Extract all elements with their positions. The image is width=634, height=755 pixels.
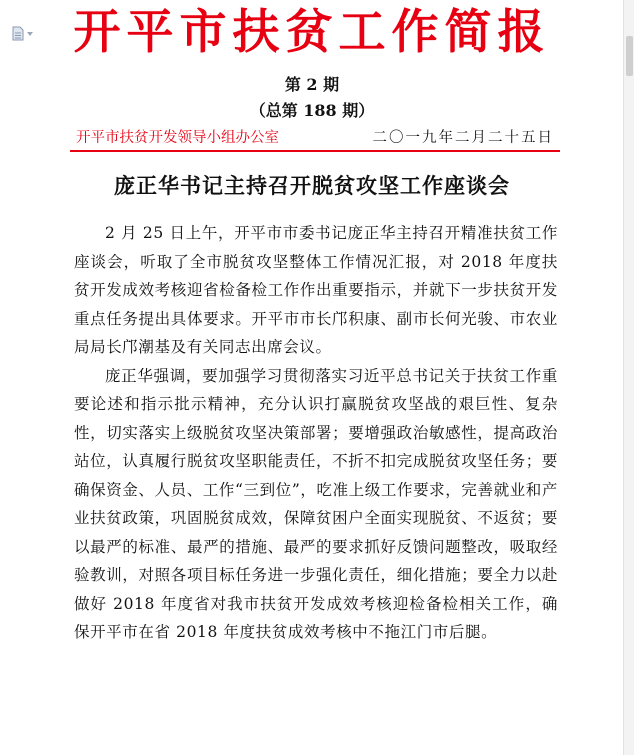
article-body (74, 219, 558, 647)
issue-total-number: （总第 188 期） (249, 101, 375, 120)
masthead-title: 开平市扶贫工作简报 (73, 5, 551, 60)
red-divider (70, 150, 560, 152)
vertical-scrollbar[interactable] (623, 0, 634, 755)
issuing-office: 开平市扶贫开发领导小组办公室 (76, 130, 279, 146)
scrollbar-thumb[interactable] (626, 36, 633, 76)
article-title: 庞正华书记主持召开脱贫攻坚工作座谈会 (114, 173, 510, 198)
header-info-line (76, 124, 554, 146)
paragraph-1: 2 月 25 日上午，开平市市委书记庞正华主持召开精准扶贫工作座谈会，听取了全市脱贫攻坚整体工作情况汇报，对 2018 年度扶贫开发成效考核迎省检备检工作作出重要指示，并就下一步扶贫开发重点任务提出具体要求。开平市市长邝积康、副市长何光骏、市农业局局长邝潮基及有关同志出席会议。 (74, 224, 558, 356)
paragraph-2: 庞正华强调，要加强学习贯彻落实习近平总书记关于扶贫工作重要论述和指示批示精神，充分认识打赢脱贫攻坚战的艰巨性、复杂性，切实落实上级脱贫攻坚决策部署；要增强政治敏感性，提高政治站位，认真履行脱贫攻坚职能责任，不折不扣完成脱贫攻坚任务；要确保资金、人员、工作“三到位”，吃准上级工作要求，完善就业和产业扶贫政策，巩固脱贫成效，保障贫困户全面实现脱贫、不返贫；要以最严的标准、最严的措施、最严的要求抓好反馈问题整改，吸取经验教训，对照各项目标任务进一步强化责任，细化措施；要全力以赴做好 2018 年度省对我市扶贫开发成效考核迎检备检相关工作，确保开平市在省 2018 年度扶贫成效考核中不拖江门市后腿。 (74, 366, 558, 641)
issue-date: 二〇一九年二月二十五日 (372, 130, 554, 146)
issue-number: 第 2 期 (284, 75, 340, 94)
